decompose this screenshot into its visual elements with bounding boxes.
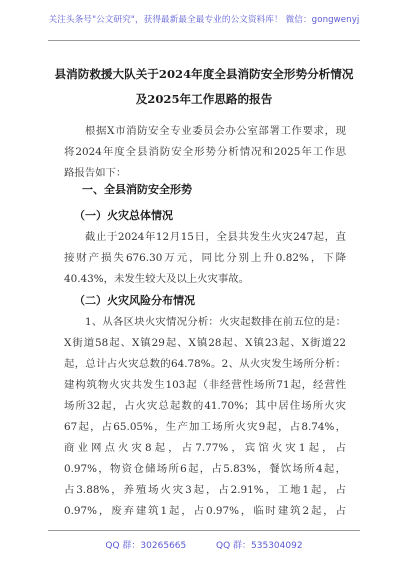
paragraph-line: 商业网点火灾8起，占7.77%，宾馆火灾1起，占 <box>64 442 346 454</box>
paragraph-line: 路报告如下： <box>64 167 127 179</box>
subsection-heading-1: （一）火灾总体情况 <box>74 209 173 222</box>
footer-qq-group-1: QQ 群：30265665 <box>105 541 187 551</box>
paragraph-line: 建构筑物火灾共发生103起（非经营性场所71起，经营性 <box>64 379 346 391</box>
subsection-heading-2: （二）火灾风险分布情况 <box>74 294 195 307</box>
document-title-line-1: 县消防救援大队关于2024年度全县消防安全形势分析情况 <box>54 67 354 81</box>
fire-risk-paragraph <box>64 312 346 522</box>
intro-paragraph <box>64 121 346 184</box>
paragraph-line: 截止于2024年12月15日，全县共发生火灾247起，直 <box>85 231 346 243</box>
footer <box>0 538 408 551</box>
paragraph-line: 根据X市消防安全专业委员会办公室部署工作要求，现 <box>85 125 346 137</box>
paragraph-line: 0.97%，废弃建筑1起，占0.97%，临时建筑2起，占 <box>64 505 346 517</box>
top-banner: 关注头条号"公文研究"，获得最新最全最专业的公文资料库！ 微信：gongwenyj <box>48 15 360 25</box>
paragraph-line: 1、从各区块火灾情况分析：火灾起数排在前五位的是： <box>85 316 346 328</box>
fire-overview-paragraph <box>64 227 346 290</box>
paragraph-line: 场所32起，占火灾总起数的41.70%；其中居住场所火灾 <box>64 400 346 412</box>
header-divider <box>48 40 360 41</box>
paragraph-line: X街道58起、X镇29起、X镇28起、X镇23起、X街道22 <box>64 337 346 349</box>
paragraph-line: 67起，占65.05%，生产加工场所火灾9起，占8.74%， <box>64 421 346 433</box>
footer-divider <box>48 530 360 531</box>
paragraph-line: 接财产损失676.30万元，同比分别上升0.82%，下降 <box>64 252 346 264</box>
paragraph-line: 0.97%，物资仓储场所6起，占5.83%，餐饮场所4起， <box>64 463 346 475</box>
paragraph-line: 40.43%，未发生较大及以上火灾事故。 <box>64 273 250 285</box>
paragraph-line: 占3.88%，养殖场火灾3起，占2.91%，工地1起，占 <box>64 484 346 496</box>
paragraph-line: 起，总计占火灾总数的64.78%。2、从火灾发生场所分析： <box>64 358 346 370</box>
document-title-line-2: 及2025年工作思路的报告 <box>135 92 273 106</box>
paragraph-line: 将2024年度全县消防安全形势分析情况和2025年工作思 <box>64 146 346 158</box>
footer-qq-group-2: QQ 群：535304092 <box>216 541 303 551</box>
section-heading-1: 一、全县消防安全形势 <box>82 183 192 196</box>
